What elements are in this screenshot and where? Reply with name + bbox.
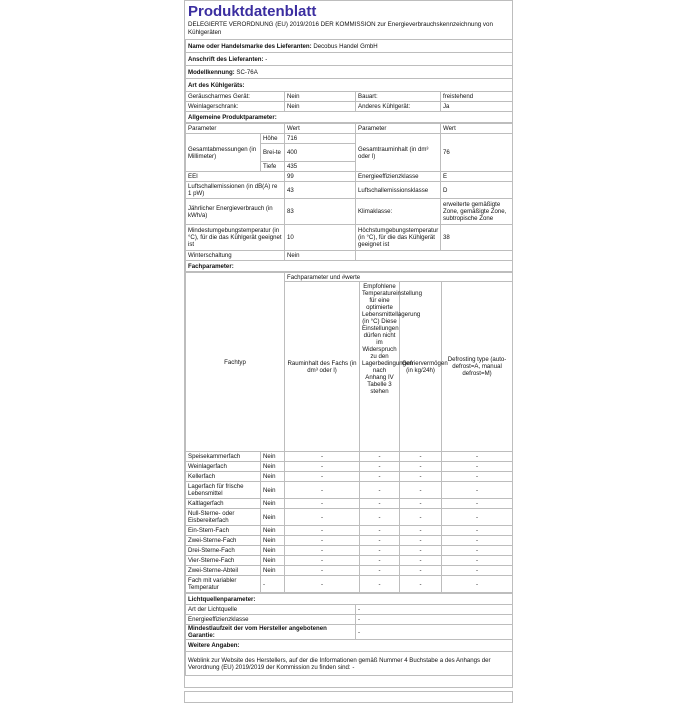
compartment-defrost: - <box>442 509 513 526</box>
depth-value: 435 <box>285 162 356 172</box>
compartment-row <box>186 509 513 526</box>
compartment-defrost: - <box>442 482 513 499</box>
compartment-volume: - <box>285 452 360 462</box>
compartment-row <box>186 462 513 472</box>
supplier-value: Decobus Handel GmbH <box>313 42 378 50</box>
compartment-volume: - <box>285 566 360 576</box>
compartment-type-header: Fachtyp <box>186 273 285 452</box>
further-value: - <box>352 663 355 671</box>
height-value: 716 <box>285 134 356 144</box>
compartment-temp: - <box>360 472 400 482</box>
compartment-defrost: - <box>442 526 513 536</box>
winter-value: Nein <box>285 251 356 261</box>
compartment-freeze: - <box>400 536 442 546</box>
compartment-defrost: - <box>442 556 513 566</box>
main-table <box>185 39 513 123</box>
light-row: Energieeffizienzklasse - <box>186 615 513 625</box>
compartment-volume: - <box>285 499 360 509</box>
section-compartments: Fachparameter: <box>186 261 513 272</box>
compartment-present: Nein <box>261 566 285 576</box>
compartment-freeze: - <box>400 556 442 566</box>
compartment-present: - <box>261 576 285 593</box>
type-row: Weinlagerschrank: Nein Anderes Kühlgerät: Ja <box>186 102 513 112</box>
guarantee-row: Mindestlaufzeit der vom Hersteller angebotenen Garantie: - <box>186 625 513 640</box>
compartment-present: Nein <box>261 499 285 509</box>
compartment-row <box>186 452 513 462</box>
compartment-defrost: - <box>442 472 513 482</box>
climate-value: erweiterte gemäßigte Zone, gemäßigte Zone, subtropische Zone <box>441 199 513 225</box>
compartment-freeze: - <box>400 472 442 482</box>
compartment-volume: - <box>285 556 360 566</box>
compartment-temp: - <box>360 462 400 472</box>
compartment-row <box>186 499 513 509</box>
compartment-freeze: - <box>400 499 442 509</box>
section-light: Lichtquellenparameter: <box>186 594 513 605</box>
compartment-table: Fachtyp Fachparameter und #werte Rauminhalt des Fachs (in dm³ oder l) Empfohlene Temperatureinstellung für eine optimierte Lebensmittellagerung (in °C) Diese Einstellungen dürfen nicht im Widerspruch zu den Lagerbedingungen nach Anhang IV Tabelle 3 stehen Gefriervermögen (in kg/24h) Defrosting type (auto-defrost=A, manual defrost=M) Speisekammerfach Nein - - - - Weinlagerfach Nein - - - - Kellerfach Nein - - - - Lagerfach für frische Lebensmittel Nein - - - - Kaltlagerfach Nein - - - - Null-Sterne- oder Eisbereiterfach Nein - - - - Ein-Stern-Fach Nein - - - - Zwei-Sterne-Fach Nein - - - - Drei-Sterne-Fach Nein - - - - Vier-Sterne-Fach Nein - - - - Zwei-Sterne-Abteil Nein - - - - Fach mit variabler Temperatur - - - - - <box>185 272 513 593</box>
compartment-present: Nein <box>261 556 285 566</box>
compartment-present: Nein <box>261 526 285 536</box>
compartment-temp: - <box>360 482 400 499</box>
type-row: Geräuscharmes Gerät: Nein Bauart: freistehend <box>186 92 513 102</box>
model-row: Modellkennung: SC-76A <box>186 66 513 79</box>
page-title: Produktdatenblatt <box>188 3 317 20</box>
model-value: SC-76A <box>236 68 258 76</box>
compartment-name: Kellerfach <box>186 472 261 482</box>
compartment-row <box>186 482 513 499</box>
compartment-name: Zwei-Sterne-Fach <box>186 536 261 546</box>
product-data-sheet <box>184 0 513 688</box>
compartment-defrost: - <box>442 576 513 593</box>
compartment-temp: - <box>360 566 400 576</box>
compartment-freeze: - <box>400 566 442 576</box>
compartment-name: Null-Sterne- oder Eisbereiterfach <box>186 509 261 526</box>
section-type: Art des Kühlgeräts: <box>186 79 513 92</box>
compartment-name: Kaltlagerfach <box>186 499 261 509</box>
compartment-temp: - <box>360 536 400 546</box>
compartment-volume: - <box>285 546 360 556</box>
section-further: Weitere Angaben: <box>186 640 513 652</box>
compartment-present: Nein <box>261 546 285 556</box>
compartment-name: Zwei-Sterne-Abteil <box>186 566 261 576</box>
section-general: Allgemeine Produktparameter: <box>186 112 513 123</box>
compartment-present: Nein <box>261 452 285 462</box>
compartment-defrost: - <box>442 566 513 576</box>
max-temp-value: 38 <box>441 225 513 251</box>
energy-value: 83 <box>285 199 356 225</box>
compartment-freeze: - <box>400 482 442 499</box>
compartment-volume: - <box>285 462 360 472</box>
dimensions-label: Gesamtabmessungen (in Millimeter) <box>186 134 261 172</box>
compartment-volume: - <box>285 509 360 526</box>
compartment-name: Drei-Sterne-Fach <box>186 546 261 556</box>
regulation-text: DELEGIERTE VERORDNUNG (EU) 2019/2016 DER KOMMISSION zur Energieverbrauchskennzeichnung von Kühlgeräten <box>188 21 493 36</box>
compartment-row <box>186 472 513 482</box>
compartment-temp: - <box>360 499 400 509</box>
compartment-name: Speisekammerfach <box>186 452 261 462</box>
noise-value: 43 <box>285 182 356 199</box>
compartment-freeze: - <box>400 576 442 593</box>
compartment-temp: - <box>360 452 400 462</box>
compartment-defrost: - <box>442 546 513 556</box>
compartment-row <box>186 536 513 546</box>
compartment-volume: - <box>285 472 360 482</box>
compartment-defrost: - <box>442 462 513 472</box>
compartment-present: Nein <box>261 536 285 546</box>
address-row: Anschrift des Lieferanten: - <box>186 53 513 66</box>
compartment-freeze: - <box>400 509 442 526</box>
compartment-defrost: - <box>442 499 513 509</box>
compartment-present: Nein <box>261 462 285 472</box>
address-value: - <box>265 55 268 63</box>
volume-label: Gesamtrauminhalt (in dm³ oder l) <box>356 134 441 172</box>
energy-class-value: E <box>441 172 513 182</box>
volume-value: 76 <box>441 134 513 172</box>
compartment-name: Lagerfach für frische Lebensmittel <box>186 482 261 499</box>
compartment-freeze: - <box>400 452 442 462</box>
width-value: 400 <box>285 144 356 162</box>
compartment-name: Fach mit variabler Temperatur <box>186 576 261 593</box>
compartment-row <box>186 566 513 576</box>
compartment-defrost: - <box>442 452 513 462</box>
compartment-row <box>186 546 513 556</box>
compartment-volume: - <box>285 576 360 593</box>
compartment-volume: - <box>285 482 360 499</box>
compartment-freeze: - <box>400 526 442 536</box>
compartment-present: Nein <box>261 482 285 499</box>
compartment-volume: - <box>285 536 360 546</box>
noise-class-value: D <box>441 182 513 199</box>
compartment-name: Vier-Sterne-Fach <box>186 556 261 566</box>
eei-value: 99 <box>285 172 356 182</box>
compartment-temp: - <box>360 546 400 556</box>
compartment-temp: - <box>360 576 400 593</box>
compartment-temp: - <box>360 526 400 536</box>
compartment-defrost: - <box>442 536 513 546</box>
compartment-name: Ein-Stern-Fach <box>186 526 261 536</box>
supplier-row: Name oder Handelsmarke des Lieferanten: Decobus Handel GmbH <box>186 40 513 53</box>
next-page-edge <box>184 691 513 703</box>
compartment-freeze: - <box>400 546 442 556</box>
compartment-group-header: Fachparameter und #werte <box>285 273 513 282</box>
light-row: Art der Lichtquelle - <box>186 605 513 615</box>
compartment-volume: - <box>285 526 360 536</box>
compartment-present: Nein <box>261 472 285 482</box>
compartment-name: Weinlagerfach <box>186 462 261 472</box>
compartment-freeze: - <box>400 462 442 472</box>
light-table <box>185 593 513 676</box>
compartment-row <box>186 526 513 536</box>
compartment-present: Nein <box>261 509 285 526</box>
compartment-temp: - <box>360 509 400 526</box>
compartment-temp: - <box>360 556 400 566</box>
compartment-row <box>186 576 513 593</box>
min-temp-value: 10 <box>285 225 356 251</box>
general-table: Parameter Wert Parameter Wert Gesamtabmessungen (in Millimeter) Höhe 716 Gesamtrauminhalt (in dm³ oder l) 76 Brei-te 400 Tiefe 435 EEI 99 Energieeffizienzklasse E Luftschallemissionen (in dB(A) re 1 pW) 43 Luftschallemissionsklasse D Jährlicher Energieverbrauch (in kWh/a) 83 Klimaklasse: erweiterte gemäßigte Zone, gemäßigte Zone, subtropische Zone Mindestumgebungstemperatur (in °C), für die das Kühlgerät geeignet ist 10 Höchstumgebungstemperatur (in °C), für die das Kühlgerät geeignet ist 38 Winterschaltung Nein Fachparameter: <box>185 123 513 272</box>
further-text: Weblink zur Website des Herstellers, auf der die Informationen gemäß Nummer 4 Buchstabe a des Anhangs der Verordnung (EU) 2019/2019 der Kommission zu finden sind: - <box>186 652 513 676</box>
compartment-row <box>186 556 513 566</box>
